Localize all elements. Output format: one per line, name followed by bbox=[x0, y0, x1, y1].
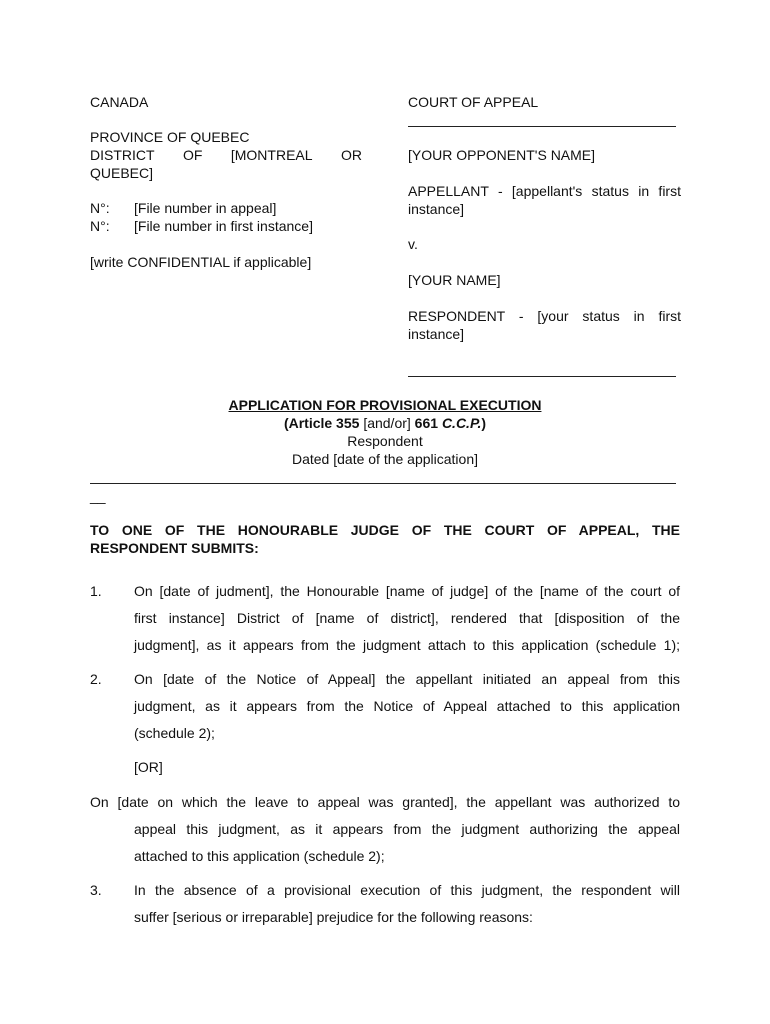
district-line bbox=[90, 146, 362, 164]
province-label: PROVINCE OF QUEBEC bbox=[90, 129, 250, 145]
party-label: Respondent bbox=[347, 433, 423, 449]
file-number-value: [File number in appeal] bbox=[134, 200, 277, 216]
paragraph-1-line-3: judgment], as it appears from the judgment attach to this application (schedule 1); bbox=[134, 637, 680, 653]
alt-paragraph-line-3: attached to this application (schedule 2); bbox=[134, 848, 385, 864]
title-divider-line bbox=[90, 483, 676, 484]
divider-line bbox=[408, 126, 676, 127]
paragraph-1-line-2: first instance] District of [name of district], rendered that [disposition of the bbox=[134, 610, 680, 626]
file-number-appeal-row bbox=[90, 199, 362, 217]
paragraph-2-line-1: On [date of the Notice of Appeal] the appellant initiated an appeal from this bbox=[134, 671, 680, 687]
versus-label: v. bbox=[408, 236, 418, 252]
document-title: APPLICATION FOR PROVISIONAL EXECUTION bbox=[228, 397, 542, 413]
article-text: (Article 355 bbox=[283, 415, 364, 431]
article-ccp: C.C.P. bbox=[441, 415, 482, 431]
district-word: DISTRICT bbox=[90, 147, 155, 163]
divider-line bbox=[408, 376, 676, 377]
file-number-label: N°: bbox=[90, 218, 110, 234]
article-text: ) bbox=[481, 415, 487, 431]
paragraph-number: 1. bbox=[90, 583, 102, 599]
respondent-status-line-2: instance] bbox=[408, 326, 465, 342]
opponent-name: [YOUR OPPONENT'S NAME] bbox=[408, 147, 596, 163]
confidential-note: [write CONFIDENTIAL if applicable] bbox=[90, 254, 312, 270]
appellant-status-line-2: instance] bbox=[408, 201, 465, 217]
file-number-first-instance-row bbox=[90, 217, 362, 235]
submission-line-2: RESPONDENT SUBMITS: bbox=[90, 540, 259, 556]
file-number-value: [File number in first instance] bbox=[134, 218, 313, 234]
article-text: 661 bbox=[410, 415, 442, 431]
appellant-status-line-1: APPELLANT - [appellant's status in first bbox=[408, 183, 681, 199]
paragraph-2-line-3: (schedule 2); bbox=[134, 725, 215, 741]
alt-paragraph-line-2: appeal this judgment, as it appears from the judgment authorizing the appeal bbox=[134, 821, 680, 837]
paragraph-3-line-1: In the absence of a provisional execution of this judgment, the respondent will bbox=[134, 882, 680, 898]
file-number-label: N°: bbox=[90, 200, 110, 216]
respondent-name: [YOUR NAME] bbox=[408, 272, 501, 288]
submission-line-1: TO ONE OF THE HONOURABLE JUDGE OF THE COURT OF APPEAL, THE bbox=[90, 522, 680, 538]
article-reference bbox=[90, 414, 680, 432]
district-line-2: QUEBEC] bbox=[90, 165, 154, 181]
paragraph-1-line-1: On [date of judment], the Honourable [name of judge] of the [name of the court of bbox=[134, 583, 680, 599]
article-andor: [and/or] bbox=[363, 415, 411, 431]
district-word: [MONTREAL bbox=[230, 147, 313, 163]
paragraph-2-line-2: judgment, as it appears from the Notice of Appeal attached to this application bbox=[134, 698, 680, 714]
application-date: Dated [date of the application] bbox=[291, 451, 479, 467]
paragraph-number: 3. bbox=[90, 882, 102, 898]
paragraph-3-line-2: suffer [serious or irreparable] prejudice for the following reasons: bbox=[134, 909, 533, 925]
paragraph-number: 2. bbox=[90, 671, 102, 687]
country-label: CANADA bbox=[90, 94, 149, 110]
or-label: [OR] bbox=[134, 759, 163, 775]
alt-paragraph-line-1: On [date on which the leave to appeal was granted], the appellant was authorized to bbox=[90, 794, 680, 810]
court-name: COURT OF APPEAL bbox=[408, 94, 539, 110]
district-word: OF bbox=[182, 147, 203, 163]
respondent-status-line-1: RESPONDENT - [your status in first bbox=[408, 308, 681, 324]
title-divider-dash: __ bbox=[90, 488, 106, 504]
district-word: OR bbox=[340, 147, 362, 163]
